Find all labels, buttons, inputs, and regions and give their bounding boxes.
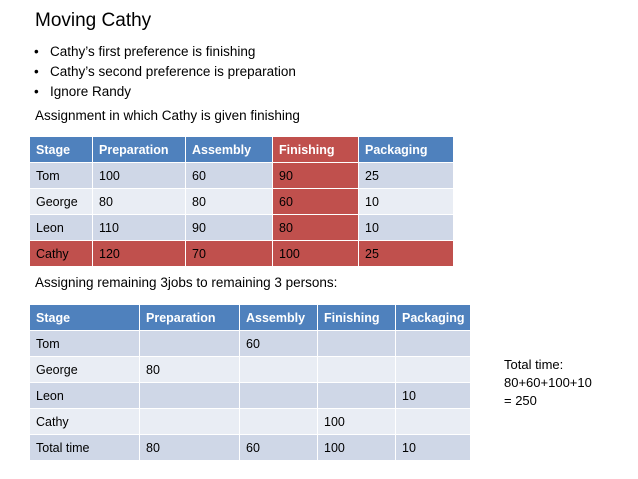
table-cell: 80 (93, 189, 186, 215)
table-cell: 60 (240, 435, 318, 461)
table-cell-highlighted: 90 (273, 163, 359, 189)
bullet-dot-icon: • (34, 44, 39, 59)
bullet-dot-icon: • (34, 64, 39, 79)
table-cell (318, 331, 396, 357)
table-cell: Cathy (30, 241, 93, 267)
table-cell (396, 409, 471, 435)
table-cell (140, 331, 240, 357)
table-header-row (30, 137, 454, 163)
bullet-item: • Ignore Randy (34, 82, 296, 102)
table-cell (318, 383, 396, 409)
table-cell: 80 (140, 435, 240, 461)
table-row-highlighted (30, 241, 454, 267)
table-row (30, 189, 454, 215)
table-row (30, 215, 454, 241)
header-cell: Preparation (93, 137, 186, 163)
table-row (30, 383, 471, 409)
remaining-caption: Assigning remaining 3jobs to remaining 3 persons: (35, 275, 338, 290)
total-note-line: 80+60+100+10 (504, 375, 592, 390)
table-cell: 25 (359, 163, 454, 189)
table-cell-highlighted: 60 (273, 189, 359, 215)
table-cell (396, 357, 471, 383)
table-cell (240, 357, 318, 383)
total-time-note (504, 356, 592, 410)
table-row (30, 357, 471, 383)
table-cell (396, 331, 471, 357)
table-cell: Leon (30, 215, 93, 241)
header-cell: Stage (30, 137, 93, 163)
header-cell: Finishing (318, 305, 396, 331)
table-cell: 25 (359, 241, 454, 267)
assignment-caption: Assignment in which Cathy is given finishing (35, 108, 300, 123)
header-cell: Stage (30, 305, 140, 331)
assignment-table (29, 136, 454, 267)
table-cell: George (30, 189, 93, 215)
header-cell-highlighted: Finishing (273, 137, 359, 163)
slide-title: Moving Cathy (35, 10, 152, 31)
table-cell-highlighted: 80 (273, 215, 359, 241)
bullet-list (34, 42, 296, 102)
table-cell (140, 383, 240, 409)
table-cell: 110 (93, 215, 186, 241)
table-cell: 90 (186, 215, 273, 241)
header-cell: Packaging (359, 137, 454, 163)
bullet-item: • Cathy’s first preference is finishing (34, 42, 296, 62)
table-cell (318, 357, 396, 383)
table-cell: 10 (359, 215, 454, 241)
bullet-dot-icon: • (34, 84, 39, 99)
table-cell: Leon (30, 383, 140, 409)
remaining-assignment-table (29, 304, 471, 461)
table-cell (140, 409, 240, 435)
header-cell: Assembly (186, 137, 273, 163)
table-cell: Cathy (30, 409, 140, 435)
table-cell: 10 (396, 383, 471, 409)
table-cell: 100 (273, 241, 359, 267)
table-row-total (30, 435, 471, 461)
table-row (30, 331, 471, 357)
table-cell: 100 (318, 435, 396, 461)
table-cell: 60 (186, 163, 273, 189)
table-row (30, 163, 454, 189)
header-cell: Preparation (140, 305, 240, 331)
total-note-line: Total time: (504, 357, 564, 372)
table-cell: 80 (140, 357, 240, 383)
bullet-item: • Cathy’s second preference is preparation (34, 62, 296, 82)
table-cell: Tom (30, 331, 140, 357)
table-cell: 60 (240, 331, 318, 357)
table-cell: 100 (93, 163, 186, 189)
total-note-line: = 250 (504, 393, 537, 408)
table-cell (240, 409, 318, 435)
table-cell: 100 (318, 409, 396, 435)
table-header-row (30, 305, 471, 331)
table-cell: George (30, 357, 140, 383)
table-cell: Tom (30, 163, 93, 189)
table-cell: Total time (30, 435, 140, 461)
header-cell: Assembly (240, 305, 318, 331)
table-cell: 10 (396, 435, 471, 461)
header-cell: Packaging (396, 305, 471, 331)
table-cell: 10 (359, 189, 454, 215)
table-row (30, 409, 471, 435)
table-cell: 120 (93, 241, 186, 267)
table-cell (240, 383, 318, 409)
table-cell: 70 (186, 241, 273, 267)
table-cell: 80 (186, 189, 273, 215)
